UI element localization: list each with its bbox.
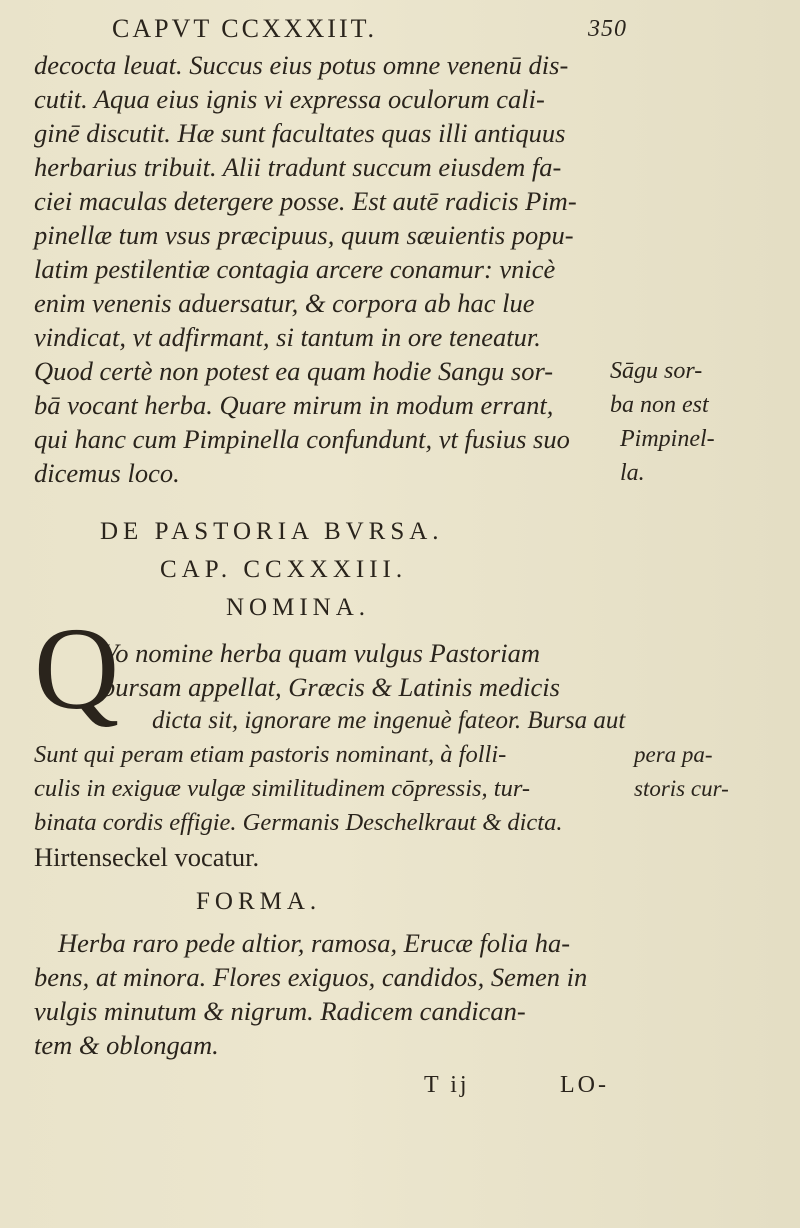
page-number: 350 — [588, 16, 627, 42]
text-line: Quod certè non potest ea quam hodie Sangu sor- — [34, 356, 554, 386]
text-line: tem & oblongam. — [34, 1030, 219, 1060]
chapter-title: DE PASTORIA BVRSA. — [100, 518, 444, 545]
text-line: cutit. Aqua eius ignis vi expressa oculorum cali- — [34, 84, 545, 114]
text-line: decocta leuat. Succus eius potus omne venenū dis- — [34, 50, 569, 80]
text-line: ciei maculas detergere posse. Est autē radicis Pim- — [34, 186, 577, 216]
margin-note: ba non est — [610, 392, 709, 418]
text-line: herbarius tribuit. Alii tradunt succum eiusdem fa- — [34, 152, 562, 182]
text-line: enim venenis aduersatur, & corpora ab hac lue — [34, 288, 535, 318]
text-line: vindicat, vt adfirmant, si tantum in ore teneatur. — [34, 322, 541, 352]
margin-note: pera pa- — [634, 742, 713, 767]
text-line: Hirtenseckel vocatur. — [34, 842, 260, 872]
text-line: ginē discutit. Hæ sunt facultates quas illi antiquus — [34, 118, 566, 148]
text-line: culis in exiguæ vulgæ similitudinem cōpressis, tur- — [34, 775, 531, 802]
text-line: Sunt qui peram etiam pastoris nominant, à folli- — [34, 741, 507, 768]
margin-note: la. — [620, 460, 645, 486]
text-line: dicemus loco. — [34, 458, 180, 488]
text-line: Vo nomine herba quam vulgus Pastoriam — [102, 638, 540, 668]
section-heading-nomina: NOMINA. — [226, 594, 371, 621]
text-line: bens, at minora. Flores exiguos, candidos, Semen in — [34, 962, 588, 992]
margin-note: storis cur- — [634, 776, 729, 801]
text-line: bursam appellat, Græcis & Latinis medicis — [102, 672, 560, 702]
text-line: dicta sit, ignorare me ingenuè fateor. Bursa aut — [152, 707, 626, 734]
signature-mark: T ij — [424, 1072, 470, 1098]
chapter-number: CAP. CCXXXIII. — [160, 556, 408, 583]
margin-note: Sāgu sor- — [610, 358, 703, 384]
text-line: bā vocant herba. Quare mirum in modum errant, — [34, 390, 554, 420]
text-line: pinellæ tum vsus præcipuus, quum sæuientis popu- — [34, 220, 574, 250]
text-line: binata cordis effigie. Germanis Deschelkraut & dicta. — [34, 809, 563, 836]
text-line: latim pestilentiæ contagia arcere conamur: vnicè — [34, 254, 556, 284]
text-line: Herba raro pede altior, ramosa, Erucæ folia ha- — [58, 928, 571, 958]
running-title: CAPVT CCXXXIIT. — [112, 14, 378, 43]
text-line: vulgis minutum & nigrum. Radicem candican- — [34, 996, 526, 1026]
catchword: LO- — [560, 1072, 609, 1098]
page-header — [0, 8, 800, 48]
section-heading-forma: FORMA. — [196, 888, 322, 915]
text-line: qui hanc cum Pimpinella confundunt, vt fusius suo — [34, 424, 570, 454]
margin-note: Pimpinel- — [620, 426, 715, 452]
drop-cap: Q — [34, 603, 120, 734]
